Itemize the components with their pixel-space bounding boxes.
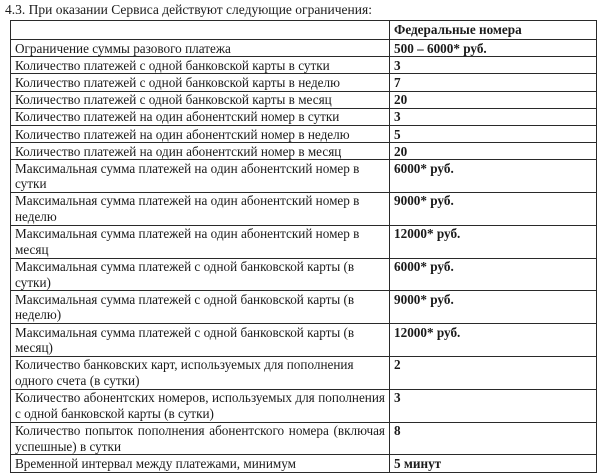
table-row (11, 143, 597, 160)
row-value: 6000* руб. (390, 160, 597, 193)
row-label: Максимальная сумма платежей с одной банковской карты (в неделю) (11, 291, 390, 324)
row-label: Максимальная сумма платежей на один абонентский номер в месяц (11, 225, 390, 258)
table-row (11, 193, 597, 226)
row-value: 6000* руб. (390, 258, 597, 291)
limits-table (10, 20, 597, 473)
table-row (11, 324, 597, 357)
row-value: 3 (390, 389, 597, 422)
table-row (11, 389, 597, 422)
row-value: 3 (390, 57, 597, 74)
row-value: 9000* руб. (390, 291, 597, 324)
row-value: 3 (390, 108, 597, 125)
row-label: Количество попыток пополнения абонентского номера (включая успешные) в сутки (11, 422, 390, 455)
row-label: Количество абонентских номеров, используемых для пополнения с одной банковской карты (в сутки) (11, 389, 390, 422)
table-row (11, 74, 597, 91)
section-heading: 4.3. При оказании Сервиса действуют следующие ограничения: (5, 2, 372, 17)
row-label: Количество платежей на один абонентский номер в месяц (11, 143, 390, 160)
table-row (11, 108, 597, 125)
row-label: Максимальная сумма платежей на один абонентский номер в сутки (11, 160, 390, 193)
row-label: Количество платежей с одной банковской карты в сутки (11, 57, 390, 74)
table-row (11, 225, 597, 258)
row-value: 12000* руб. (390, 324, 597, 357)
row-label: Количество платежей с одной банковской карты в неделю (11, 74, 390, 91)
row-label: Максимальная сумма платежей на один абонентский номер в неделю (11, 193, 390, 226)
table-row (11, 91, 597, 108)
table-header-row (11, 21, 597, 40)
row-label: Количество платежей на один абонентский номер в сутки (11, 108, 390, 125)
table-row (11, 258, 597, 291)
table-row (11, 57, 597, 74)
row-label: Ограничение суммы разового платежа (11, 40, 390, 57)
row-label: Временной интервал между платежами, минимум (11, 455, 390, 472)
row-value: 8 (390, 422, 597, 455)
table-row (11, 160, 597, 193)
row-label: Максимальная сумма платежей с одной банковской карты (в сутки) (11, 258, 390, 291)
table-row (11, 357, 597, 390)
row-value: 20 (390, 91, 597, 108)
row-value: 500 – 6000* руб. (390, 40, 597, 57)
row-label: Количество платежей с одной банковской карты в месяц (11, 91, 390, 108)
row-value: 5 (390, 125, 597, 142)
table-row (11, 422, 597, 455)
row-label: Количество платежей на один абонентский номер в неделю (11, 125, 390, 142)
header-cell-federal-numbers: Федеральные номера (390, 21, 597, 40)
row-label: Максимальная сумма платежей с одной банковской карты (в месяц) (11, 324, 390, 357)
row-value: 7 (390, 74, 597, 91)
row-label: Количество банковских карт, используемых для пополнения одного счета (в сутки) (11, 357, 390, 390)
row-value: 2 (390, 357, 597, 390)
table-row (11, 291, 597, 324)
row-value: 5 минут (390, 455, 597, 472)
table-row (11, 40, 597, 57)
row-value: 9000* руб. (390, 193, 597, 226)
table-row (11, 455, 597, 472)
row-value: 12000* руб. (390, 225, 597, 258)
row-value: 20 (390, 143, 597, 160)
header-cell-label (11, 21, 390, 40)
table-row (11, 125, 597, 142)
